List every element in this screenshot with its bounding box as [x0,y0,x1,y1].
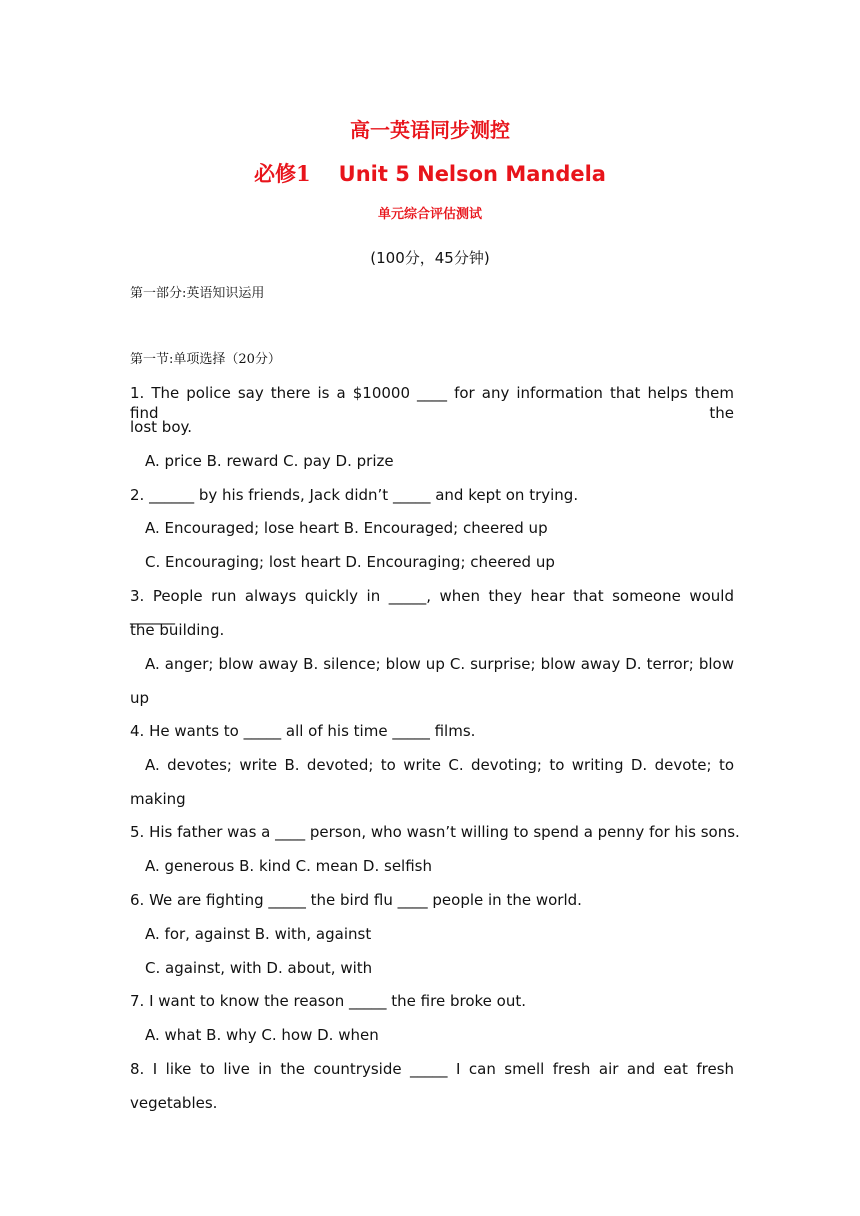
question-options-continued: making [130,790,186,808]
question-stem: 1. The police say there is a $10000 ____ for any information that helps them find the [130,384,734,422]
question-options: A. anger; blow away B. silence; blow up C. surprise; blow away D. terror; blow [145,655,734,673]
question-options: A. Encouraged; lose heart B. Encouraged; cheered up [145,519,548,537]
question-stem: 3. People run always quickly in _____, when they hear that someone would ______ [130,587,734,625]
question-stem-continued: the building. [130,621,225,639]
question-options-continued: up [130,689,150,707]
question-stem: 7. I want to know the reason _____ the fire broke out. [130,992,526,1010]
test-subtitle: 单元综合评估测试 [377,207,482,222]
question-options: A. for, against B. with, against [145,925,372,943]
score-time-note: (100分，45分钟) [370,249,490,267]
question-options: A. price B. reward C. pay D. prize [145,452,394,470]
document-title: 高一英语同步测控 [350,118,510,142]
section-heading: 第一节:单项选择（20分） [130,352,281,367]
question-options: A. generous B. kind C. mean D. selfish [145,857,432,875]
question-options: C. Encouraging; lost heart D. Encouraging; cheered up [145,553,555,571]
question-options: A. devotes; write B. devoted; to write C. devoting; to writing D. devote; to [145,756,734,774]
question-stem: 4. He wants to _____ all of his time _____ films. [130,722,476,740]
question-options: C. against, with D. about, with [145,959,373,977]
question-stem: 8. I like to live in the countryside _____ I can smell fresh air and eat fresh [130,1060,734,1078]
question-options: A. what B. why C. how D. when [145,1026,379,1044]
question-stem-continued: vegetables. [130,1094,218,1112]
book-label: 必修1 [254,161,311,186]
question-stem-continued: lost boy. [130,418,193,436]
question-stem: 6. We are fighting _____ the bird flu ____ people in the world. [130,891,582,909]
question-stem: 5. His father was a ____ person, who wasn’t willing to spend a penny for his sons. [130,823,740,841]
part-heading: 第一部分:英语知识运用 [130,286,265,301]
unit-heading [0,158,860,188]
unit-label: Unit 5 Nelson Mandela [338,162,606,186]
question-stem: 2. ______ by his friends, Jack didn’t _____ and kept on trying. [130,486,579,504]
